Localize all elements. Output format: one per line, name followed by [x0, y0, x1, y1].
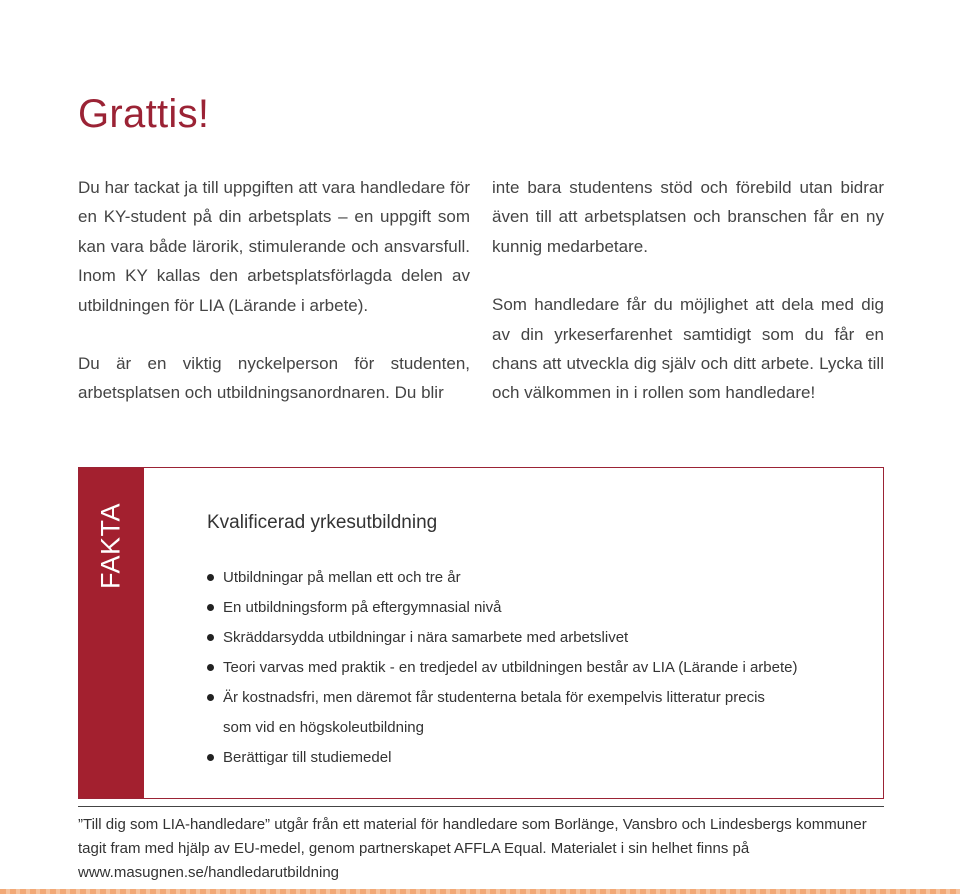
list-item: En utbildningsform på eftergymnasial nivå: [207, 593, 797, 623]
footer-note: [78, 806, 884, 885]
list-item: Skräddarsydda utbildningar i nära samarbete med arbetslivet: [207, 623, 797, 653]
fact-label: FAKTA: [95, 502, 126, 590]
intro-paragraph-1: Du har tackat ja till uppgiften att vara handledare för en KY-student på din arbetsplats – en uppgift som kan vara både lärorik, stimulerande och ansvarsfull. Inom KY kallas den arbetsplatsförlagda delen av utbildningen för LIA (Lärande i arbete).: [78, 178, 470, 315]
fact-list: [207, 563, 797, 773]
list-item: Berättigar till studiemedel: [207, 743, 797, 773]
footer-line-2: tagit fram med hjälp av EU-medel, genom partnerskapet AFFLA Equal. Materialet i sin helhet finns på: [78, 840, 750, 857]
bullet-icon: [207, 574, 214, 581]
footer-link[interactable]: www.masugnen.se/handledarutbildning: [78, 864, 340, 881]
bullet-icon: [207, 694, 214, 701]
bullet-icon: [207, 604, 214, 611]
intro-left-column: [78, 173, 470, 408]
fact-heading: Kvalificerad yrkesutbildning: [207, 512, 438, 533]
bullet-icon: [207, 664, 214, 671]
intro-paragraph-4: Som handledare får du möjlighet att dela med dig av din yrkeserfarenhet samtidigt som du får en chans att utveckla dig själv och ditt arbete. Lycka till och välkommen in i rollen som handledare!: [492, 295, 884, 403]
bullet-icon: [207, 754, 214, 761]
intro-paragraph-2: Du är en viktig nyckelperson för studenten, arbetsplatsen och utbildningsanordnaren. Du blir: [78, 354, 470, 403]
list-item-continuation: som vid en högskoleutbildning: [223, 719, 424, 736]
bottom-decorative-bar: [0, 889, 960, 894]
fact-box: [78, 467, 884, 799]
intro-right-column: [492, 173, 884, 408]
footer-line-1: ”Till dig som LIA-handledare” utgår från ett material för handledare som Borlänge, Vansbro och Lindesbergs kommuner: [78, 816, 867, 833]
list-item: Är kostnadsfri, men däremot får studenterna betala för exempelvis litteratur precis som vid en högskoleutbildning: [207, 683, 797, 743]
bullet-icon: [207, 634, 214, 641]
intro-paragraph-3: inte bara studentens stöd och förebild utan bidrar även till att arbetsplatsen och branschen får en ny kunnig medarbetare.: [492, 178, 884, 256]
fact-side-strip: [79, 468, 144, 798]
list-item: Utbildningar på mellan ett och tre år: [207, 563, 797, 593]
list-item: Teori varvas med praktik - en tredjedel av utbildningen består av LIA (Lärande i arbete): [207, 653, 797, 683]
page-title: Grattis!: [78, 92, 210, 136]
